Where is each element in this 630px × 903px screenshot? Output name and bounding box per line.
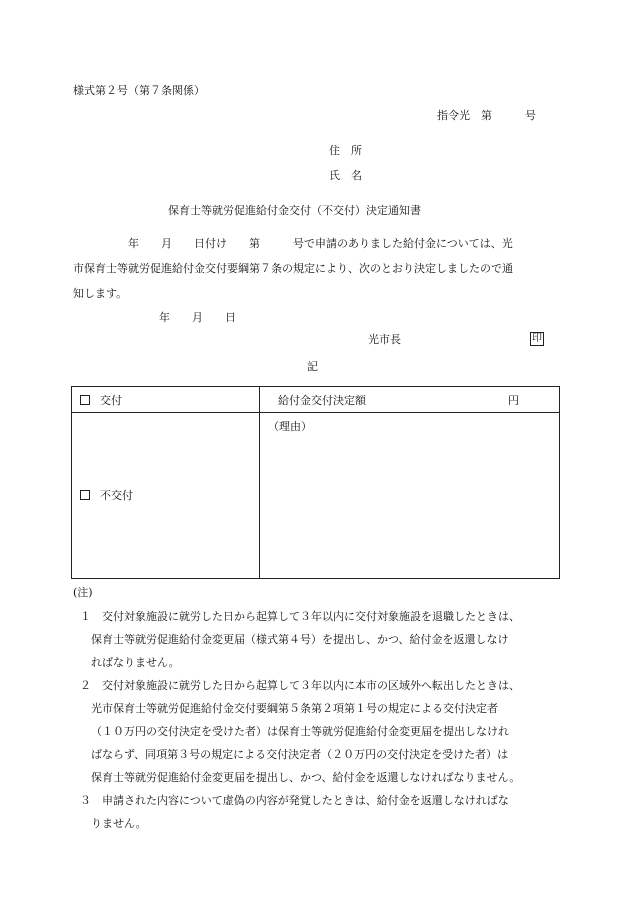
amount-unit: 円 xyxy=(508,394,519,407)
note-line: ばならず、同項第３号の規定による交付決定者（２０万円の交付決定を受けた者）は xyxy=(91,748,509,761)
name-label: 氏 名 xyxy=(329,169,362,182)
grant-label: 交付 xyxy=(100,394,122,407)
note-line: 保育士等就労促進給付金変更届（様式第４号）を提出し、かつ、給付金を返還しなけ xyxy=(91,633,509,646)
note-line: （１０万円の交付決定を受けた者）は保育士等就労促進給付金変更届を提出しなけれ xyxy=(91,725,509,738)
table-divider-horizontal xyxy=(72,412,559,413)
note-line: 保育士等就労促進給付金変更届を提出し、かつ、給付金を返還しなければなりません。 xyxy=(91,771,521,784)
body-line-1: 年 月 日付け 第 号で申請のありました給付金については、光 xyxy=(73,237,513,250)
document-number: 指令光 第 号 xyxy=(437,109,536,122)
note-line: ３ 申請された内容について虚偽の内容が発覚したときは、給付金を返還しなければな xyxy=(80,794,509,807)
body-line-2: 市保育士等就労促進給付金交付要綱第７条の規定により、次のとおり決定しましたので通 xyxy=(73,262,513,275)
nongrant-label: 不交付 xyxy=(100,489,133,502)
note-line: 光市保育士等就労促進給付金交付要綱第５条第２項第１号の規定による交付決定者 xyxy=(91,702,498,715)
form-label: 様式第２号（第７条関係） xyxy=(73,84,205,97)
ki-label: 記 xyxy=(307,360,318,373)
decision-table xyxy=(71,386,560,579)
issuer: 光市長 xyxy=(368,333,401,346)
notes-header: (注) xyxy=(73,586,93,599)
note-line: ２ 交付対象施設に就労した日から起算して３年以内に本市の区域外へ転出したときは、 xyxy=(80,679,520,692)
nongrant-checkbox[interactable] xyxy=(80,490,90,500)
amount-label: 給付金交付決定額 xyxy=(278,394,366,407)
grant-option[interactable] xyxy=(80,394,122,407)
date-line: 年 月 日 xyxy=(159,311,236,324)
address-label: 住 所 xyxy=(329,144,362,157)
document-title: 保育士等就労促進給付金交付（不交付）決定通知書 xyxy=(168,204,421,217)
note-line: ればなりません。 xyxy=(91,656,180,669)
body-line-3: 知します。 xyxy=(73,287,128,300)
nongrant-option[interactable] xyxy=(80,489,133,502)
grant-checkbox[interactable] xyxy=(80,395,90,405)
note-line: りません。 xyxy=(91,817,147,830)
note-line: １ 交付対象施設に就労した日から起算して３年以内に交付対象施設を退職したときは、 xyxy=(80,610,520,623)
seal-icon: 印 xyxy=(532,333,542,344)
table-divider-vertical xyxy=(259,387,260,578)
reason-label: （理由） xyxy=(268,420,312,433)
